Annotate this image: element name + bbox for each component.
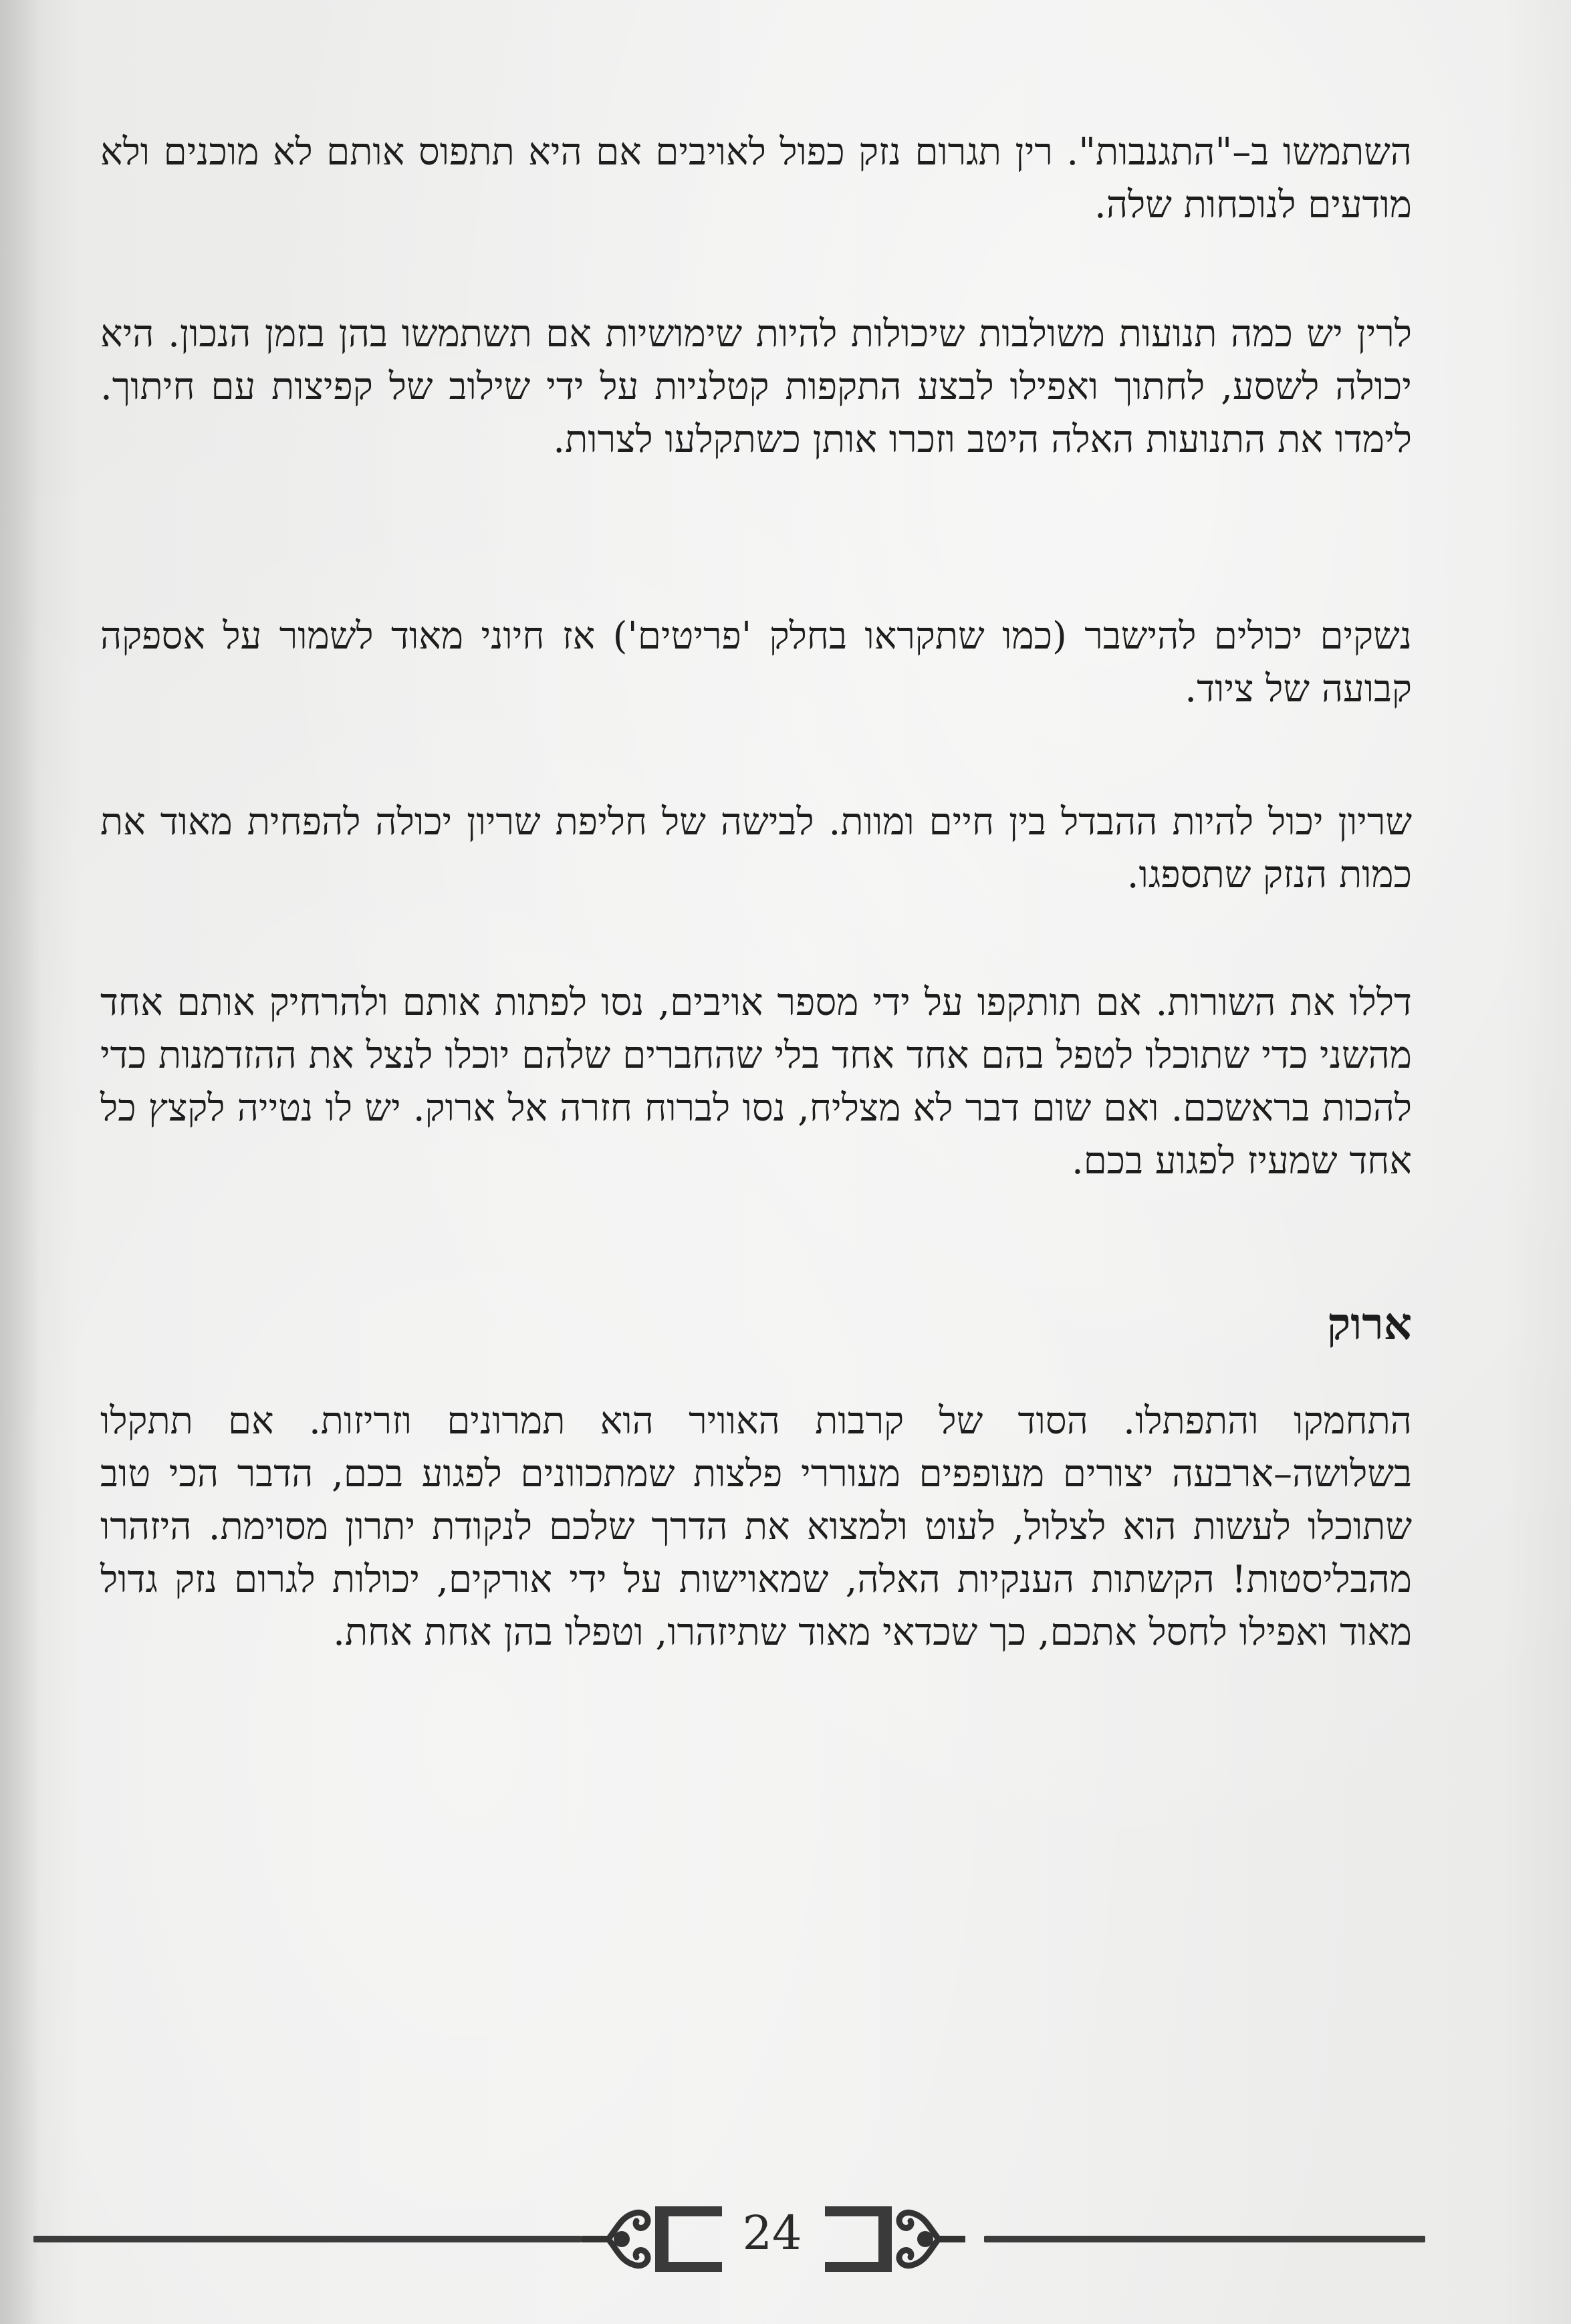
section-heading: ארוק — [1326, 1298, 1412, 1350]
paragraph-thin-ranks: דללו את השורות. אם תותקפו על ידי מספר אויבים, נסו לפתות אותם ולהרחיק אותם אחד מהשני כדי שתוכלו לטפל בהם אחד אחד בלי שהחברים שלהם יוכלו לנצל את ההזדמנות כדי להכות בראשכם. ואם שום דבר לא מצליח, נסו לברוח חזרה אל ארוק. יש לו נטייה לקצץ כל אחד שמעיז לפגוע בכם. — [100, 981, 1412, 1183]
paragraph-armor: שריון יכול להיות ההבדל בין חיים ומוות. לבישה של חליפת שריון יכולה להפחית מאוד את כמות הנזק שתספגו. — [100, 800, 1412, 897]
paragraph-weapons: נשקים יכולים להישבר (כמו שתקראו בחלק 'פריטים') אז חיוני מאוד לשמור על אספקה קבועה של ציוד. — [100, 614, 1412, 711]
page-binding-shadow — [0, 0, 40, 2324]
scroll-ornament-right-icon — [812, 2186, 965, 2293]
paragraph-stealth: השתמשו ב–"התגנבות". רין תגרום נזק כפול לאויבים אם היא תתפוס אותם לא מוכנים ולא מודעים לנוכחות שלה. — [100, 130, 1412, 227]
page-number: 24 — [742, 2206, 802, 2260]
footer-rule-left — [33, 2236, 582, 2242]
scroll-ornament-left-icon — [582, 2186, 735, 2293]
footer-rule-right — [984, 2236, 1425, 2242]
paragraph-air-combat: התחמקו והתפתלו. הסוד של קרבות האוויר הוא תמרונים וזריזות. אם תתקלו בשלושה–ארבעה יצורים מעופפים מעוררי פלצות שמתכוונים לפגוע בכם, הדבר הכי טוב שתוכלו לעשות הוא לצלול, לעוט ולמצוא את הדרך שלכם לנקודת יתרון מסוימת. היזהרו מהבליסטות! הקשתות הענקיות האלה, שמאוישות על ידי אורקים, יכולות לגרום נזק גדול מאוד ואפילו לחסל אתכם, כך שכדאי מאוד שתיזהרו, וטפלו בהן אחת אחת. — [100, 1399, 1412, 1654]
paragraph-combos: לרין יש כמה תנועות משולבות שיכולות להיות שימושיות אם תשתמשו בהן בזמן הנכון. היא יכולה לשסע, לחתוך ואפילו לבצע התקפות קטלניות על ידי שילוב של קפיצות עם חיתוך. לימדו את התנועות האלה היטב וזכרו אותן כשתקלעו לצרות. — [100, 312, 1412, 461]
